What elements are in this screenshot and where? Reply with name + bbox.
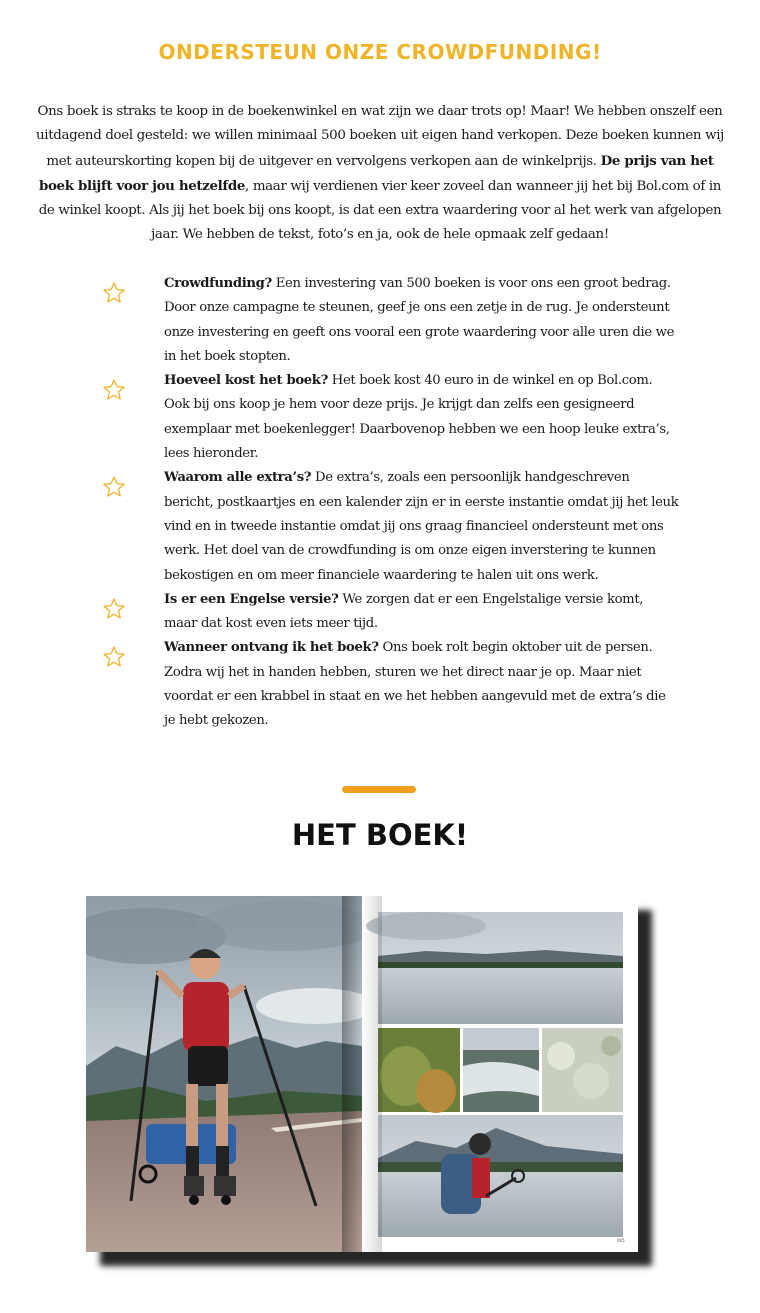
left-page-photo (86, 896, 376, 1252)
faq-item (100, 466, 680, 587)
faq-item (100, 369, 680, 466)
faq-question: Waarom alle extra’s? (164, 470, 312, 486)
intro-text-part2: , maar wij verdienen vier keer zoveel dan wanneer jij het bij Bol.com of in de winkel koopt. Als jij het boek bij ons koopt, is dat een extra waardering voor al het werk van afgelopen jaar. We hebben de tekst, foto’s en ja, ook de hele opmaak zelf gedaan! (38, 178, 722, 243)
faq-answer: De extra’s, zoals een persoonlijk handgeschreven bericht, postkaartjes en een kalender zijn er in eerste instantie omdat jij het leuk vind en in tweede instantie omdat jij ons graag financieel ondersteunt met ons werk. Het doel van de crowdfunding is om onze eigen inverstering te kunnen bekostigen en om meer financiele waardering te halen uit ons werk. (164, 470, 679, 583)
faq-item (100, 272, 680, 369)
intro-text-bold: De prijs van het boek blijft voor jou hetzelfde (38, 152, 714, 194)
intro-text-part1: Ons boek is straks te koop in de boekenwinkel en wat zijn we daar trots op! Maar! We hebben onszelf een uitdagend doel gesteld: we willen minimaal 500 boeken uit eigen hand verkopen. Deze boeken kunnen wij met auteurskorting kopen bij de uitgever en vervolgens verkopen aan de winkelprijs. (36, 104, 724, 169)
book-page-number: 005 (617, 1238, 625, 1243)
faq-answer: Ons boek rolt begin oktober uit de persen. Zodra wij het in handen hebben, sturen we het direct naar je op. Maar niet voordat er een krabbel in staat en we het hebben aangevuld met de extra’s die je hebt gekozen. (164, 640, 666, 729)
faq-list (100, 272, 680, 734)
faq-question: Crowdfunding? (164, 276, 272, 291)
section-divider (342, 786, 416, 793)
star-outline-icon (102, 378, 126, 402)
right-page (362, 896, 638, 1252)
faq-question: Hoeveel kost het boek? (164, 373, 328, 389)
star-outline-icon (102, 597, 126, 621)
faq-question: Is er een Engelse versie? (164, 591, 339, 607)
star-outline-icon (102, 475, 126, 499)
star-outline-icon (102, 645, 126, 669)
faq-item (100, 636, 680, 733)
book-section-title: HET BOEK! (291, 818, 469, 852)
star-outline-icon (102, 281, 126, 305)
faq-question: Wanneer ontvang ik het boek? (164, 640, 379, 656)
faq-answer: Het boek kost 40 euro in de winkel en op Bol.com. Ook bij ons koop je hem voor deze prijs. Je krijgt dan zelfs een gesigneerd exemplaar met boekenlegger! Daarbovenop hebben we een hoop leuke extra’s, lees hieronder. (164, 373, 670, 462)
crowdfunding-intro (36, 100, 724, 248)
book-spread-image (86, 896, 638, 1252)
faq-answer: Een investering van 500 boeken is voor ons een groot bedrag. Door onze campagne te steunen, geef je ons een zetje in de rug. Je ondersteunt onze investering en geeft ons vooral een grote waardering voor alle uren die we in het boek stopten. (164, 276, 675, 364)
crowdfunding-title: ONDERSTEUN ONZE CROWDFUNDING! (158, 40, 602, 64)
faq-item (100, 588, 680, 637)
book-spread-illustration (86, 896, 638, 1252)
faq-answer: We zorgen dat er een Engelstalige versie komt, maar dat kost even iets meer tijd. (164, 591, 644, 632)
